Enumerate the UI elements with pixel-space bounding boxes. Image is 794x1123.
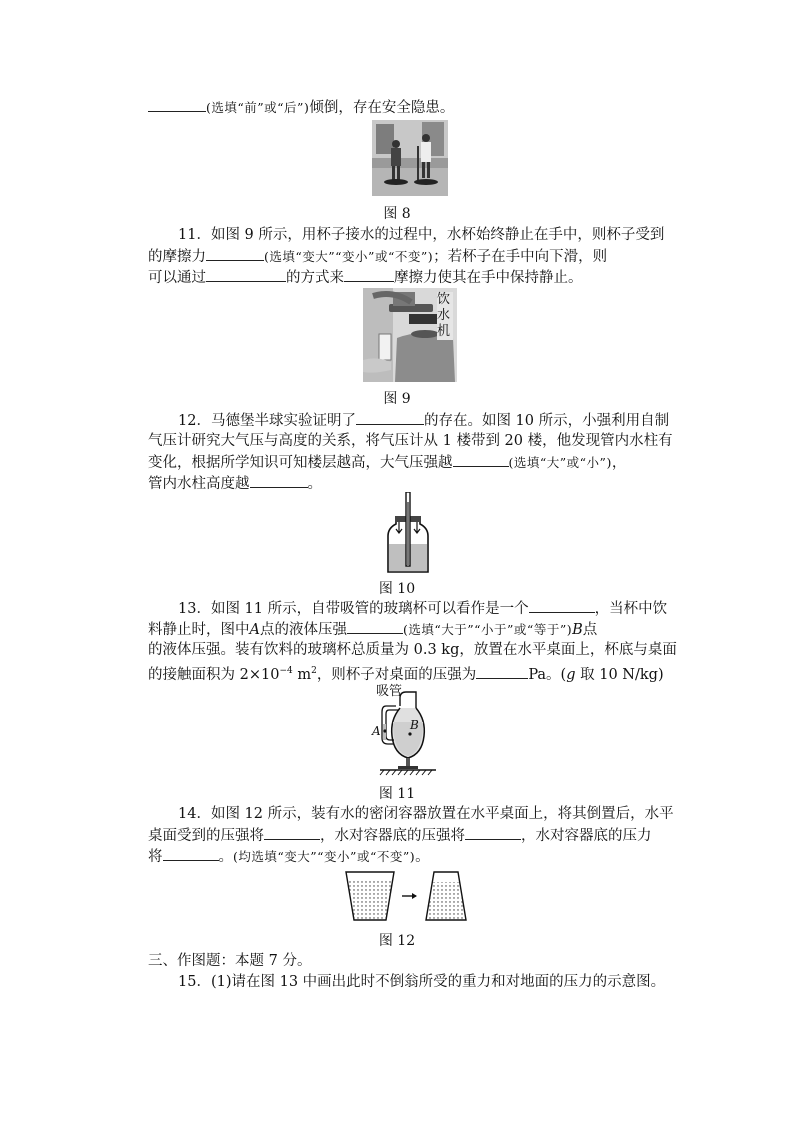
figure-8-photo [372, 120, 448, 196]
q14-line-1: 14．如图 12 所示，装有水的密闭容器放置在水平桌面上，将其倒置后，水平 [178, 806, 674, 822]
figure-12-caption: 图 12 [378, 933, 416, 949]
answer-blank [206, 246, 264, 261]
q12-line-2: 气压计研究大气压与高度的关系，将气压计从 1 楼带到 20 楼，他发现管内水柱有 [148, 433, 673, 449]
answer-blank [250, 473, 308, 488]
q14-line-3: 将 。(均选填“变大”“变小”或“不变”)。 [148, 846, 648, 867]
choice-note: (选填“大于”“小于”或“等于”) [402, 622, 573, 637]
answer-blank [476, 664, 528, 679]
q11-line-3: 可以通过 的方式来 摩擦力使其在手中保持静止。 [148, 267, 648, 288]
answer-blank [356, 410, 424, 425]
choice-note: (选填“大”或“小”) [508, 455, 612, 470]
choice-note: (均选填“变大”“变小”或“不变”) [233, 849, 416, 864]
choice-note: (选填“前”或“后”) [206, 100, 310, 115]
answer-blank [453, 452, 509, 467]
straw-label: 吸管 [376, 684, 403, 699]
q13-line-2: 料静止时，图中A点的液体压强 (选填“大于”“小于”或“等于”)B点 [148, 619, 648, 640]
q11-line-1: 11．如图 9 所示，用杯子接水的过程中，水杯始终静止在手中，则杯子受到 [178, 227, 665, 243]
figure-9-caption: 图 9 [383, 391, 411, 407]
point-a-label: A [372, 724, 381, 738]
q13-line-1: 13．如图 11 所示，自带吸管的玻璃杯可以看作是一个 ，当杯中饮 [178, 598, 678, 619]
q12-line-4: 管内水柱高度越 。 [148, 473, 648, 494]
answer-blank [264, 825, 320, 840]
q10-tail-line: (选填“前”或“后”)倾倒，存在安全隐患。 [148, 97, 648, 118]
answer-blank [148, 97, 206, 112]
figure-9-photo [363, 288, 457, 382]
q13-line-4: 的接触面积为 $2\times 10^{-4}$ $m^2$，则杯子对桌面的压强为 Pa。(g 取 10 N/kg) [148, 661, 648, 685]
figure-8-caption: 图 8 [383, 206, 411, 222]
answer-blank [465, 825, 521, 840]
q12-line-3: 变化，根据所学知识可知楼层越高，大气压强越 (选填“大”或“小”)， [148, 452, 648, 473]
figure-9-label: 饮水机 [437, 292, 453, 340]
answer-blank [347, 619, 403, 634]
figure-10-barometer [382, 492, 434, 574]
q15-line-1: 15．(1)请在图 13 中画出此时不倒翁所受的重力和对地面的压力的示意图。 [178, 974, 666, 990]
q14-line-2: 桌面受到的压强将 ，水对容器底的压强将 ，水对容器底的压力 [148, 825, 648, 846]
figure-12-containers [340, 868, 470, 924]
point-b-label: B [410, 718, 419, 732]
figure-10-caption: 图 10 [378, 581, 416, 597]
q12-line-1: 12．马德堡半球实验证明了 的存在。如图 10 所示，小强利用自制 [178, 410, 678, 431]
q11-line-2: 的摩擦力 (选填“变大”“变小”或“不变”)；若杯子在手中向下滑，则 [148, 246, 648, 267]
figure-11-glass [360, 684, 450, 776]
q13-line-3: 的液体压强。装有饮料的玻璃杯总质量为 0.3 kg，放置在水平桌面上，杯底与桌面 [148, 642, 677, 658]
choice-note: (选填“变大”“变小”或“不变”) [264, 249, 434, 264]
answer-blank [529, 598, 595, 613]
section-3-title: 三、作图题：本题 7 分。 [148, 953, 312, 969]
answer-blank [206, 267, 286, 282]
answer-blank [163, 846, 219, 861]
answer-blank [344, 267, 394, 282]
figure-11-caption: 图 11 [378, 786, 416, 802]
